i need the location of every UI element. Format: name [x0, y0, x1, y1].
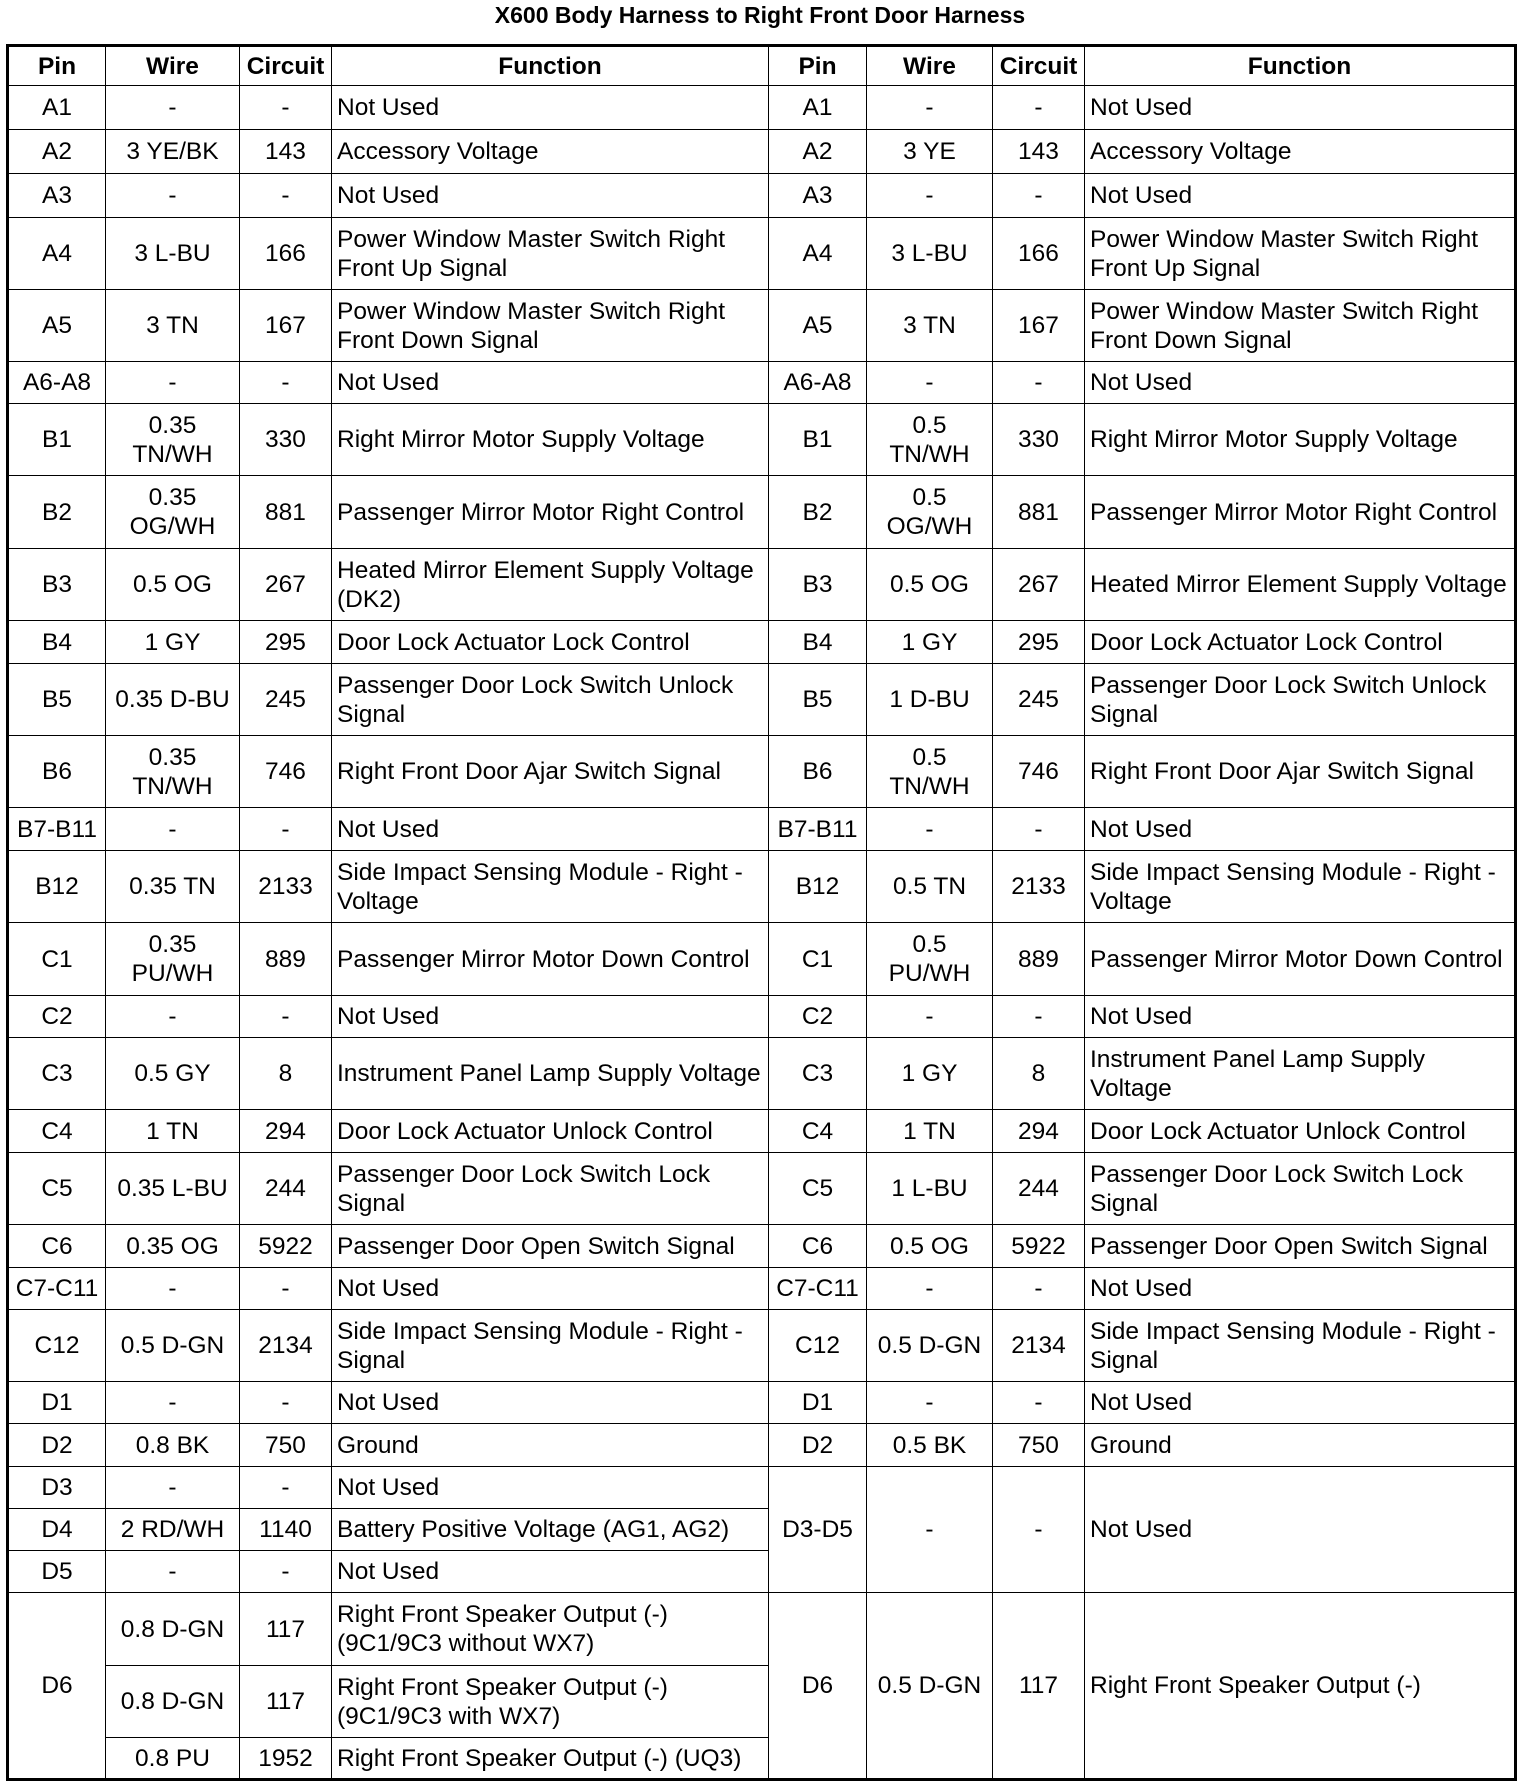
body-circuit-cell: -: [240, 362, 332, 404]
door-wire-cell: 3 TN: [867, 290, 993, 362]
table-row: [8, 476, 1516, 549]
body-pin-cell: C4: [8, 1110, 106, 1153]
body-wire-cell: 0.5 GY: [106, 1038, 240, 1110]
body-function-cell: Power Window Master Switch Right Front Down Signal: [332, 290, 769, 362]
door-function-cell: Heated Mirror Element Supply Voltage: [1085, 549, 1516, 621]
body-wire-cell: -: [106, 86, 240, 130]
body-circuit-cell: 889: [240, 923, 332, 996]
door-wire-cell: -: [867, 86, 993, 130]
door-pin-cell: C6: [769, 1225, 867, 1268]
door-circuit-cell: -: [993, 1268, 1085, 1310]
body-pin-cell: D2: [8, 1424, 106, 1467]
table-row: [8, 1467, 1516, 1509]
door-wire-cell: 0.5 OG: [867, 1225, 993, 1268]
body-circuit-cell: 244: [240, 1153, 332, 1225]
body-circuit-cell: 881: [240, 476, 332, 549]
door-function-cell: Instrument Panel Lamp Supply Voltage: [1085, 1038, 1516, 1110]
body-wire-cell: 0.35 OG: [106, 1225, 240, 1268]
door-pin-cell: A6-A8: [769, 362, 867, 404]
body-function-cell: Not Used: [332, 362, 769, 404]
body-function-cell: Ground: [332, 1424, 769, 1467]
body-circuit-cell: 2134: [240, 1310, 332, 1382]
body-function-cell: Not Used: [332, 1382, 769, 1424]
body-function-cell: Battery Positive Voltage (AG1, AG2): [332, 1509, 769, 1551]
door-pin-cell: B4: [769, 621, 867, 664]
table-header-row: [8, 46, 1516, 86]
table-body: [8, 86, 1516, 1780]
door-function-cell: Side Impact Sensing Module - Right - Voltage: [1085, 851, 1516, 923]
door-circuit-cell: 143: [993, 130, 1085, 174]
door-circuit-cell: 2134: [993, 1310, 1085, 1382]
door-function-cell: Passenger Door Open Switch Signal: [1085, 1225, 1516, 1268]
door-pin-cell: A1: [769, 86, 867, 130]
table-row: [8, 1110, 1516, 1153]
body-wire-cell: 0.8 D-GN: [106, 1593, 240, 1666]
body-function-cell: Passenger Door Lock Switch Unlock Signal: [332, 664, 769, 736]
body-circuit-cell: 117: [240, 1666, 332, 1738]
body-circuit-cell: 295: [240, 621, 332, 664]
door-pin-cell: A5: [769, 290, 867, 362]
door-wire-cell: 0.5 OG/WH: [867, 476, 993, 549]
door-function-cell: Not Used: [1085, 86, 1516, 130]
body-pin-cell: D4: [8, 1509, 106, 1551]
door-wire-cell: -: [867, 174, 993, 218]
body-circuit-cell: -: [240, 1268, 332, 1310]
body-function-cell: Passenger Mirror Motor Down Control: [332, 923, 769, 996]
header-function: Function: [1085, 46, 1516, 86]
door-circuit-cell: 295: [993, 621, 1085, 664]
body-function-cell: Right Front Speaker Output (-) (9C1/9C3 with WX7): [332, 1666, 769, 1738]
door-circuit-cell: 294: [993, 1110, 1085, 1153]
table-row: [8, 808, 1516, 851]
body-wire-cell: 2 RD/WH: [106, 1509, 240, 1551]
door-circuit-cell: 330: [993, 404, 1085, 476]
door-wire-cell: -: [867, 1268, 993, 1310]
body-pin-cell: C5: [8, 1153, 106, 1225]
body-circuit-cell: -: [240, 1551, 332, 1593]
door-circuit-cell: -: [993, 1467, 1085, 1593]
body-pin-cell: B4: [8, 621, 106, 664]
body-wire-cell: 0.5 D-GN: [106, 1310, 240, 1382]
body-circuit-cell: -: [240, 1467, 332, 1509]
header-pin: Pin: [8, 46, 106, 86]
table-row: [8, 996, 1516, 1038]
door-pin-cell: D2: [769, 1424, 867, 1467]
door-function-cell: Passenger Door Lock Switch Unlock Signal: [1085, 664, 1516, 736]
table-row: [8, 86, 1516, 130]
body-wire-cell: -: [106, 1382, 240, 1424]
table-row: [8, 1268, 1516, 1310]
door-pin-cell: C12: [769, 1310, 867, 1382]
door-pin-cell: B7-B11: [769, 808, 867, 851]
door-circuit-cell: 8: [993, 1038, 1085, 1110]
door-circuit-cell: -: [993, 808, 1085, 851]
body-wire-cell: 0.8 D-GN: [106, 1666, 240, 1738]
body-function-cell: Not Used: [332, 1268, 769, 1310]
door-circuit-cell: 117: [993, 1593, 1085, 1780]
table-row: [8, 404, 1516, 476]
body-circuit-cell: -: [240, 86, 332, 130]
door-pin-cell: D3-D5: [769, 1467, 867, 1593]
table-row: [8, 130, 1516, 174]
door-pin-cell: C7-C11: [769, 1268, 867, 1310]
door-circuit-cell: -: [993, 1382, 1085, 1424]
table-row: [8, 1225, 1516, 1268]
body-pin-cell: D5: [8, 1551, 106, 1593]
body-wire-cell: 0.35 L-BU: [106, 1153, 240, 1225]
body-circuit-cell: 294: [240, 1110, 332, 1153]
table-row: [8, 1382, 1516, 1424]
body-function-cell: Accessory Voltage: [332, 130, 769, 174]
door-function-cell: Power Window Master Switch Right Front Up Signal: [1085, 218, 1516, 290]
table-row: [8, 549, 1516, 621]
door-circuit-cell: 167: [993, 290, 1085, 362]
body-pin-cell: C7-C11: [8, 1268, 106, 1310]
body-pin-cell: A4: [8, 218, 106, 290]
body-pin-cell: A1: [8, 86, 106, 130]
body-pin-cell: D6: [8, 1593, 106, 1780]
door-function-cell: Side Impact Sensing Module - Right - Signal: [1085, 1310, 1516, 1382]
body-circuit-cell: 5922: [240, 1225, 332, 1268]
body-pin-cell: B7-B11: [8, 808, 106, 851]
body-pin-cell: B5: [8, 664, 106, 736]
body-wire-cell: 0.5 OG: [106, 549, 240, 621]
door-function-cell: Not Used: [1085, 1382, 1516, 1424]
door-wire-cell: -: [867, 1382, 993, 1424]
body-circuit-cell: 330: [240, 404, 332, 476]
door-circuit-cell: -: [993, 174, 1085, 218]
body-pin-cell: A3: [8, 174, 106, 218]
body-wire-cell: -: [106, 808, 240, 851]
body-wire-cell: 0.35 OG/WH: [106, 476, 240, 549]
door-pin-cell: C5: [769, 1153, 867, 1225]
body-wire-cell: 0.35 PU/WH: [106, 923, 240, 996]
body-wire-cell: 0.8 PU: [106, 1738, 240, 1780]
body-pin-cell: B3: [8, 549, 106, 621]
door-circuit-cell: 889: [993, 923, 1085, 996]
body-function-cell: Not Used: [332, 996, 769, 1038]
door-circuit-cell: 2133: [993, 851, 1085, 923]
door-wire-cell: 0.5 OG: [867, 549, 993, 621]
door-function-cell: Not Used: [1085, 808, 1516, 851]
table-row: [8, 1424, 1516, 1467]
door-function-cell: Passenger Door Lock Switch Lock Signal: [1085, 1153, 1516, 1225]
body-wire-cell: 3 TN: [106, 290, 240, 362]
body-wire-cell: 0.35 TN/WH: [106, 736, 240, 808]
door-wire-cell: 1 D-BU: [867, 664, 993, 736]
door-circuit-cell: 267: [993, 549, 1085, 621]
body-pin-cell: C1: [8, 923, 106, 996]
body-function-cell: Not Used: [332, 808, 769, 851]
door-circuit-cell: -: [993, 362, 1085, 404]
document-title: X600 Body Harness to Right Front Door Harness: [494, 2, 1026, 28]
door-wire-cell: 0.5 BK: [867, 1424, 993, 1467]
door-wire-cell: 3 YE: [867, 130, 993, 174]
body-function-cell: Right Front Speaker Output (-) (UQ3): [332, 1738, 769, 1780]
body-function-cell: Door Lock Actuator Lock Control: [332, 621, 769, 664]
table-row: [8, 1153, 1516, 1225]
door-function-cell: Door Lock Actuator Unlock Control: [1085, 1110, 1516, 1153]
body-wire-cell: -: [106, 174, 240, 218]
body-pin-cell: A2: [8, 130, 106, 174]
body-pin-cell: A6-A8: [8, 362, 106, 404]
body-wire-cell: 0.8 BK: [106, 1424, 240, 1467]
body-function-cell: Passenger Door Open Switch Signal: [332, 1225, 769, 1268]
table-row: [8, 218, 1516, 290]
body-function-cell: Right Front Speaker Output (-) (9C1/9C3 without WX7): [332, 1593, 769, 1666]
door-pin-cell: C3: [769, 1038, 867, 1110]
door-wire-cell: -: [867, 1467, 993, 1593]
door-wire-cell: -: [867, 996, 993, 1038]
body-circuit-cell: 1952: [240, 1738, 332, 1780]
door-pin-cell: C2: [769, 996, 867, 1038]
body-pin-cell: A5: [8, 290, 106, 362]
body-pin-cell: D3: [8, 1467, 106, 1509]
body-pin-cell: B1: [8, 404, 106, 476]
header-wire: Wire: [867, 46, 993, 86]
table-row: [8, 736, 1516, 808]
body-wire-cell: -: [106, 1467, 240, 1509]
table-row: [8, 1038, 1516, 1110]
body-pin-cell: D1: [8, 1382, 106, 1424]
door-function-cell: Passenger Mirror Motor Down Control: [1085, 923, 1516, 996]
door-wire-cell: -: [867, 808, 993, 851]
body-circuit-cell: 143: [240, 130, 332, 174]
door-wire-cell: 1 L-BU: [867, 1153, 993, 1225]
body-circuit-cell: 267: [240, 549, 332, 621]
body-function-cell: Door Lock Actuator Unlock Control: [332, 1110, 769, 1153]
door-function-cell: Accessory Voltage: [1085, 130, 1516, 174]
body-function-cell: Passenger Mirror Motor Right Control: [332, 476, 769, 549]
body-function-cell: Not Used: [332, 1467, 769, 1509]
body-circuit-cell: -: [240, 996, 332, 1038]
door-circuit-cell: 746: [993, 736, 1085, 808]
body-pin-cell: C2: [8, 996, 106, 1038]
body-function-cell: Heated Mirror Element Supply Voltage (DK2): [332, 549, 769, 621]
body-wire-cell: -: [106, 362, 240, 404]
body-function-cell: Passenger Door Lock Switch Lock Signal: [332, 1153, 769, 1225]
door-circuit-cell: 5922: [993, 1225, 1085, 1268]
table-row: [8, 174, 1516, 218]
body-function-cell: Not Used: [332, 1551, 769, 1593]
door-pin-cell: A2: [769, 130, 867, 174]
body-pin-cell: B2: [8, 476, 106, 549]
table-row: [8, 1310, 1516, 1382]
table-row: [8, 664, 1516, 736]
body-circuit-cell: 245: [240, 664, 332, 736]
body-wire-cell: -: [106, 996, 240, 1038]
body-wire-cell: 0.35 TN/WH: [106, 404, 240, 476]
body-wire-cell: 1 TN: [106, 1110, 240, 1153]
header-circuit: Circuit: [993, 46, 1085, 86]
door-wire-cell: 0.5 TN/WH: [867, 404, 993, 476]
table-row: [8, 1593, 1516, 1666]
door-function-cell: Right Front Speaker Output (-): [1085, 1593, 1516, 1780]
door-pin-cell: B6: [769, 736, 867, 808]
door-function-cell: Right Front Door Ajar Switch Signal: [1085, 736, 1516, 808]
door-pin-cell: D1: [769, 1382, 867, 1424]
body-function-cell: Right Front Door Ajar Switch Signal: [332, 736, 769, 808]
body-circuit-cell: 750: [240, 1424, 332, 1467]
body-function-cell: Not Used: [332, 86, 769, 130]
body-circuit-cell: -: [240, 1382, 332, 1424]
body-wire-cell: 0.35 TN: [106, 851, 240, 923]
body-function-cell: Instrument Panel Lamp Supply Voltage: [332, 1038, 769, 1110]
door-pin-cell: B12: [769, 851, 867, 923]
body-circuit-cell: 746: [240, 736, 332, 808]
door-pin-cell: B1: [769, 404, 867, 476]
door-circuit-cell: 881: [993, 476, 1085, 549]
door-pin-cell: B3: [769, 549, 867, 621]
header-function: Function: [332, 46, 769, 86]
door-pin-cell: B5: [769, 664, 867, 736]
door-function-cell: Right Mirror Motor Supply Voltage: [1085, 404, 1516, 476]
body-wire-cell: -: [106, 1551, 240, 1593]
body-circuit-cell: 117: [240, 1593, 332, 1666]
door-circuit-cell: 244: [993, 1153, 1085, 1225]
header-circuit: Circuit: [240, 46, 332, 86]
door-wire-cell: 1 GY: [867, 1038, 993, 1110]
door-wire-cell: 1 TN: [867, 1110, 993, 1153]
door-function-cell: Not Used: [1085, 174, 1516, 218]
table-row: [8, 851, 1516, 923]
door-function-cell: Not Used: [1085, 996, 1516, 1038]
body-function-cell: Not Used: [332, 174, 769, 218]
door-pin-cell: A3: [769, 174, 867, 218]
table-row: [8, 362, 1516, 404]
table-row: [8, 290, 1516, 362]
body-pin-cell: C12: [8, 1310, 106, 1382]
door-wire-cell: 0.5 TN/WH: [867, 736, 993, 808]
door-wire-cell: 3 L-BU: [867, 218, 993, 290]
door-function-cell: Power Window Master Switch Right Front Down Signal: [1085, 290, 1516, 362]
body-pin-cell: B6: [8, 736, 106, 808]
header-wire: Wire: [106, 46, 240, 86]
door-wire-cell: 0.5 PU/WH: [867, 923, 993, 996]
door-function-cell: Door Lock Actuator Lock Control: [1085, 621, 1516, 664]
door-function-cell: Passenger Mirror Motor Right Control: [1085, 476, 1516, 549]
body-wire-cell: 3 L-BU: [106, 218, 240, 290]
body-circuit-cell: 8: [240, 1038, 332, 1110]
door-function-cell: Not Used: [1085, 1467, 1516, 1593]
door-circuit-cell: 166: [993, 218, 1085, 290]
body-circuit-cell: 166: [240, 218, 332, 290]
body-wire-cell: 0.35 D-BU: [106, 664, 240, 736]
body-circuit-cell: -: [240, 174, 332, 218]
door-wire-cell: 0.5 D-GN: [867, 1593, 993, 1780]
door-pin-cell: C1: [769, 923, 867, 996]
door-function-cell: Not Used: [1085, 362, 1516, 404]
body-function-cell: Side Impact Sensing Module - Right - Voltage: [332, 851, 769, 923]
body-pin-cell: C6: [8, 1225, 106, 1268]
header-pin: Pin: [769, 46, 867, 86]
body-wire-cell: 3 YE/BK: [106, 130, 240, 174]
door-wire-cell: -: [867, 362, 993, 404]
body-circuit-cell: -: [240, 808, 332, 851]
body-function-cell: Side Impact Sensing Module - Right - Signal: [332, 1310, 769, 1382]
door-function-cell: Ground: [1085, 1424, 1516, 1467]
body-circuit-cell: 1140: [240, 1509, 332, 1551]
door-pin-cell: B2: [769, 476, 867, 549]
door-wire-cell: 1 GY: [867, 621, 993, 664]
door-pin-cell: A4: [769, 218, 867, 290]
body-pin-cell: C3: [8, 1038, 106, 1110]
body-wire-cell: 1 GY: [106, 621, 240, 664]
harness-pinout-table: [6, 44, 1517, 1781]
door-circuit-cell: -: [993, 996, 1085, 1038]
body-function-cell: Power Window Master Switch Right Front Up Signal: [332, 218, 769, 290]
door-wire-cell: 0.5 TN: [867, 851, 993, 923]
door-pin-cell: C4: [769, 1110, 867, 1153]
door-function-cell: Not Used: [1085, 1268, 1516, 1310]
body-pin-cell: B12: [8, 851, 106, 923]
door-wire-cell: 0.5 D-GN: [867, 1310, 993, 1382]
door-circuit-cell: 750: [993, 1424, 1085, 1467]
door-circuit-cell: 245: [993, 664, 1085, 736]
body-function-cell: Right Mirror Motor Supply Voltage: [332, 404, 769, 476]
body-circuit-cell: 2133: [240, 851, 332, 923]
body-wire-cell: -: [106, 1268, 240, 1310]
door-pin-cell: D6: [769, 1593, 867, 1780]
door-circuit-cell: -: [993, 86, 1085, 130]
table-row: [8, 923, 1516, 996]
table-row: [8, 621, 1516, 664]
body-circuit-cell: 167: [240, 290, 332, 362]
